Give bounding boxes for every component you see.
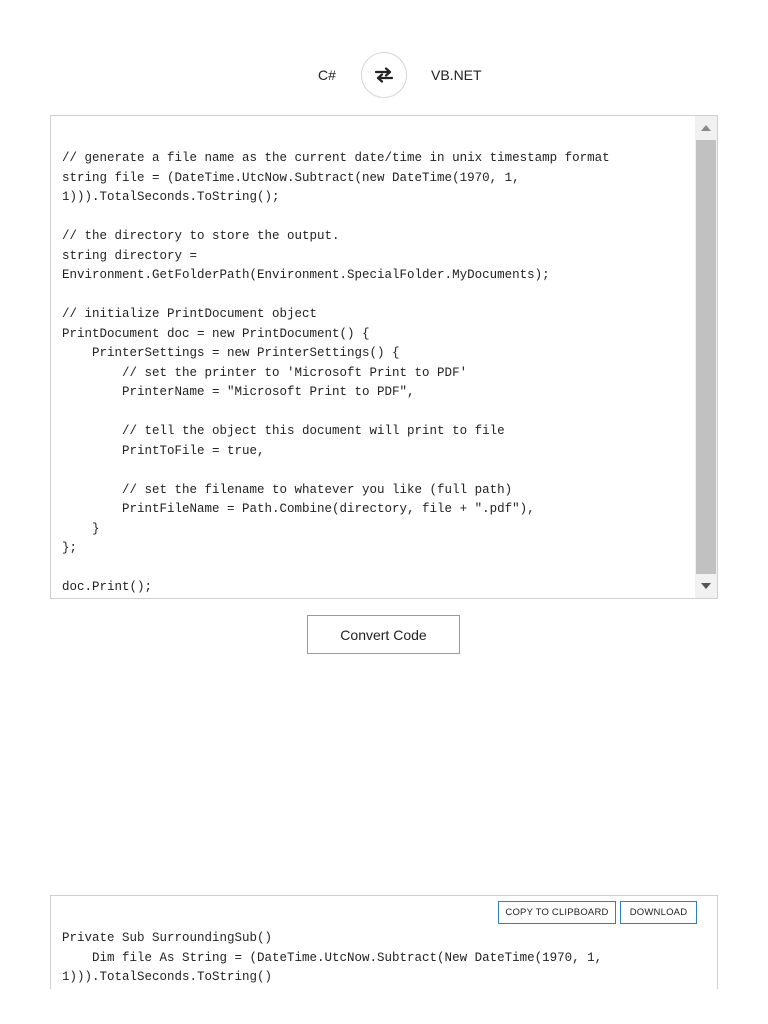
code-line: // set the printer to 'Microsoft Print to PDF' — [62, 365, 468, 380]
code-line: // initialize PrintDocument object — [62, 307, 318, 321]
download-button[interactable]: DOWNLOAD — [620, 901, 697, 924]
output-code-text — [62, 929, 702, 989]
code-line: 1))).TotalSeconds.ToString() — [62, 970, 273, 984]
swap-arrows-icon — [374, 67, 394, 83]
scroll-down-arrow-icon[interactable] — [701, 583, 711, 589]
source-language-label[interactable]: C# — [318, 67, 336, 83]
editor-scrollbar[interactable] — [695, 116, 717, 598]
output-code-panel — [50, 895, 718, 989]
language-switch — [0, 52, 768, 100]
code-line: PrintDocument doc = new PrintDocument() { — [62, 326, 370, 341]
code-line: PrinterName = "Microsoft Print to PDF", — [62, 385, 415, 399]
code-line: }; — [62, 541, 78, 555]
code-line: } — [62, 521, 100, 536]
code-line: Private Sub SurroundingSub() — [62, 931, 273, 945]
code-line: // the directory to store the output. — [62, 229, 340, 243]
target-language-label[interactable]: VB.NET — [431, 67, 482, 83]
code-line: // generate a file name as the current date/time in unix timestamp format — [62, 151, 610, 165]
code-line — [62, 403, 692, 423]
code-line: PrintFileName = Path.Combine(directory, file + ".pdf"), — [62, 502, 535, 516]
code-line: PrintToFile = true, — [62, 443, 265, 458]
code-line: string directory = — [62, 248, 198, 263]
swap-languages-button[interactable] — [361, 52, 407, 98]
code-line: string file = (DateTime.UtcNow.Subtract(new DateTime(1970, 1, — [62, 170, 520, 185]
code-line: Dim file As String = (DateTime.UtcNow.Subtract(New DateTime(1970, 1, — [62, 950, 603, 965]
code-line — [62, 559, 692, 579]
code-line: // set the filename to whatever you like (full path) — [62, 482, 513, 497]
convert-code-button[interactable]: Convert Code — [307, 615, 460, 654]
input-code-editor[interactable] — [50, 115, 718, 599]
code-line: Environment.GetFolderPath(Environment.SpecialFolder.MyDocuments); — [62, 268, 550, 282]
code-line: // tell the object this document will print to file — [62, 424, 505, 438]
scroll-up-arrow-icon[interactable] — [701, 125, 711, 131]
code-line: doc.Print(); — [62, 580, 153, 594]
code-line: 1))).TotalSeconds.ToString(); — [62, 190, 280, 204]
scrollbar-thumb[interactable] — [696, 140, 716, 574]
code-line — [62, 461, 692, 481]
code-line — [62, 286, 692, 306]
copy-to-clipboard-button[interactable]: COPY TO CLIPBOARD — [498, 901, 616, 924]
code-line: PrinterSettings = new PrinterSettings() { — [62, 346, 400, 360]
code-line — [62, 208, 692, 228]
input-code-text[interactable] — [62, 149, 692, 599]
